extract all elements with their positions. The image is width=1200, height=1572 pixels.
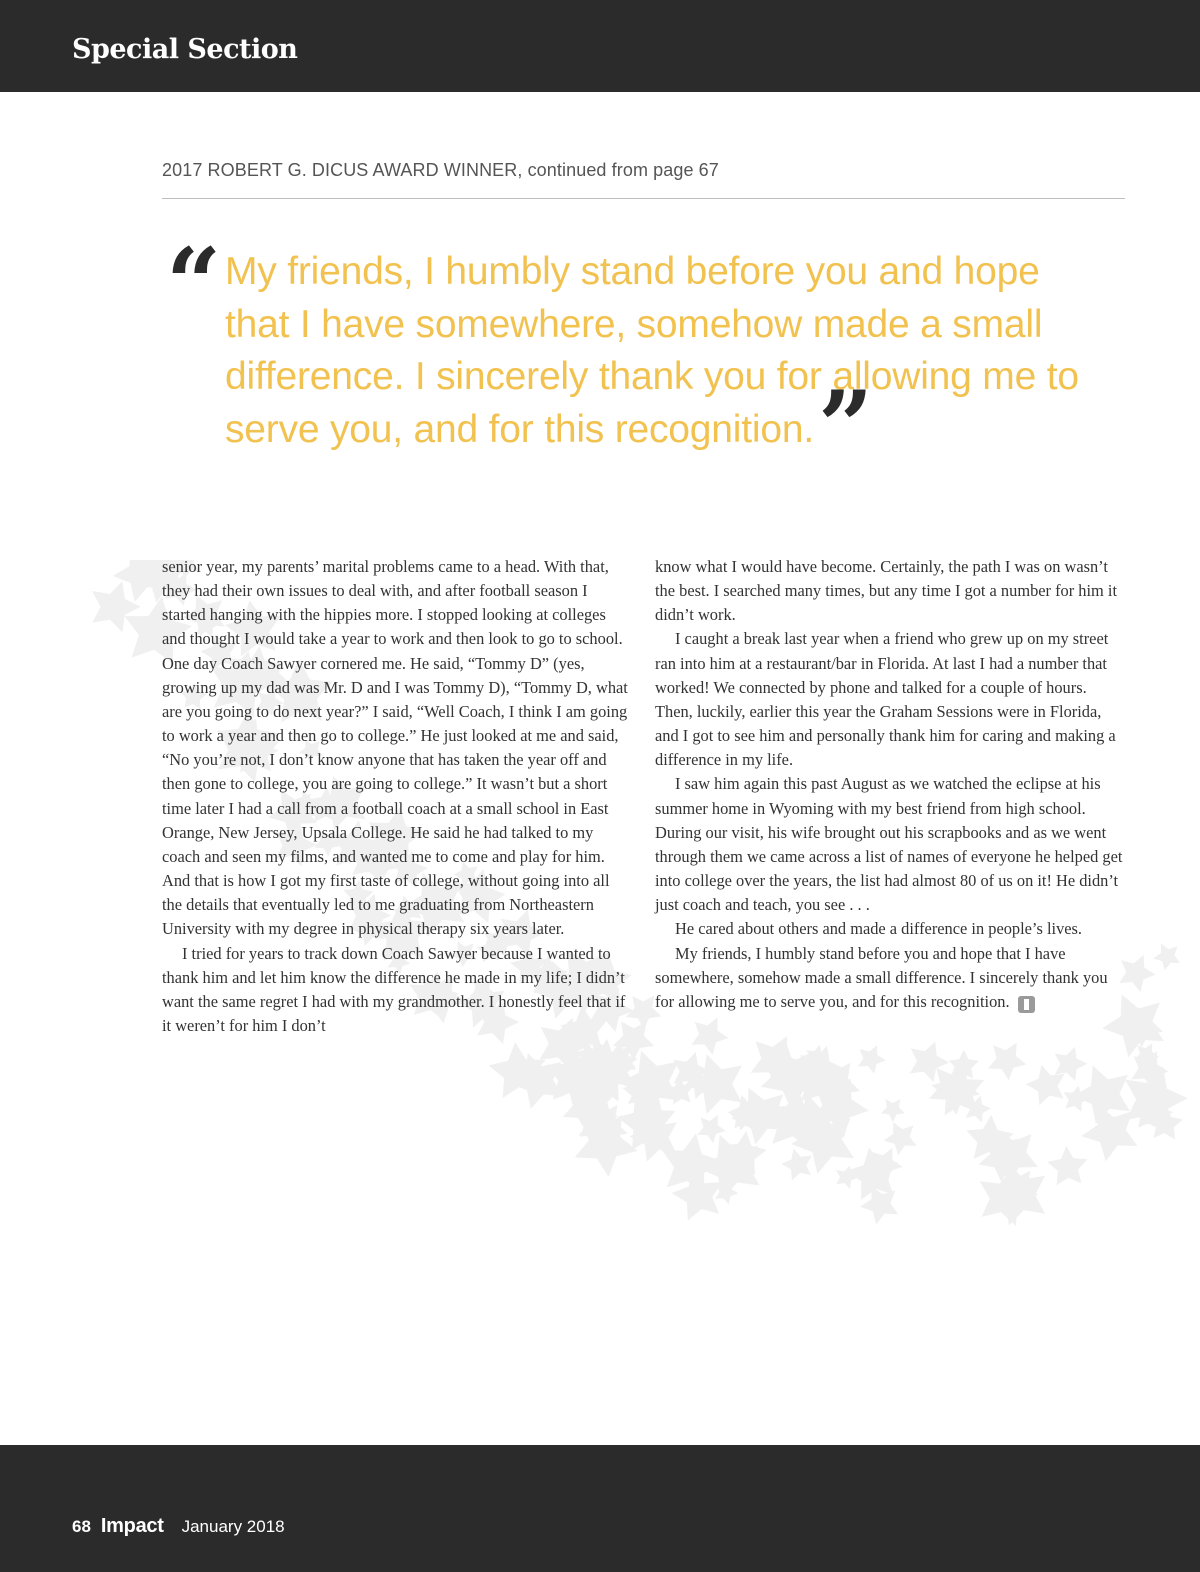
issue-date: January 2018 bbox=[181, 1517, 285, 1536]
background-star-icon bbox=[982, 1033, 1034, 1084]
background-star-icon bbox=[1044, 1140, 1095, 1192]
background-star-icon bbox=[685, 1009, 734, 1058]
divider-rule bbox=[162, 198, 1125, 199]
section-label: Special Section bbox=[72, 34, 298, 65]
body-column-right bbox=[655, 555, 1123, 1014]
page-number: 68 bbox=[72, 1517, 91, 1536]
continued-line: 2017 ROBERT G. DICUS AWARD WINNER, continued from page 67 bbox=[162, 160, 719, 180]
body-paragraph: I caught a break last year when a friend who grew up on my street ran into him at a restaurant/bar in Florida. At last I had a number that worked! We connected by phone and talked for a couple of hours. Then, luckily, earlier this year the Graham Sessions were in Florida, and I got to see him and personally thank him for caring and making a difference in my life. bbox=[655, 629, 1116, 770]
magazine-name: Impact bbox=[100, 1515, 164, 1537]
background-star-icon bbox=[853, 1039, 890, 1075]
background-star-icon bbox=[877, 1092, 910, 1125]
body-paragraph: senior year, my parents’ marital problems came to a head. With that, they had their own issues to deal with, and after football season I started hanging with the hippies more. I stopped looking at colleges and thought I would take a year to work and then look to go to school. One day Coach Sawyer cornered me. He said, “Tommy D” (yes, growing up my dad was Mr. D and I was Tommy D), “Tommy D, what are you going to do next year?” I said, “Well Coach, I think I am going to work a year and then go to college.” He just looked at me and said, “No you’re not, I don’t know anyone that has taken the year off and then gone to college, you are going to college.” It wasn’t but a short time later I had a call from a football coach at a small school in East Orange, New Jersey, Upsala College. He said he had talked to my coach and seen my films, and wanted me to come and play for him. And that is how I got my first taste of college, without going into all the details that eventually led to me graduating from Northeastern University with my degree in physical therapy six years later. bbox=[162, 557, 628, 939]
body-paragraph: He cared about others and made a difference in people’s lives. bbox=[675, 919, 1083, 939]
background-star-icon bbox=[1150, 937, 1188, 975]
body-paragraph: I tried for years to track down Coach Sawyer because I wanted to thank him and let him know the difference he made in my life; I didn’t want the same regret I had with my grandmother. I honestly feel that if it weren’t for him I don’t bbox=[162, 943, 626, 1035]
open-quote-mark: “ bbox=[166, 227, 214, 340]
pull-quote-text: My friends, I humbly stand before you and hope that I have somewhere, somehow made a small difference. I sincerely thank you for allowing me to serve you, and for this recognition. bbox=[225, 250, 1079, 451]
body-column-left bbox=[162, 555, 630, 1038]
body-paragraph-final bbox=[655, 942, 1123, 1014]
final-paragraph-text: My friends, I humbly stand before you and hope that I have somewhere, somehow made a small difference. I sincerely thank you for allowing me to serve you, and for this recognition. bbox=[655, 943, 1108, 1011]
header-bar bbox=[0, 0, 1200, 92]
body-paragraph: know what I would have become. Certainly, the path I was on wasn’t the best. I searched many times, but any time I got a number for him it didn’t work. bbox=[655, 557, 1118, 625]
body-paragraph: I saw him again this past August as we watched the eclipse at his summer home in Wyoming with my best friend from high school. During our visit, his wife brought out his scrapbooks and as we went through them we came across a list of names of everyone he helped get into college over the years, the list had almost 80 of us on it! He didn’t just coach and teach, you see . . . bbox=[655, 774, 1123, 915]
footer-folio bbox=[72, 1515, 285, 1538]
impact-end-mark-icon bbox=[1018, 996, 1035, 1013]
pull-quote: My friends, I humbly stand before you and hope that I have somewhere, somehow made a small difference. I sincerely thank you for allowing me to serve you, and for this recognition.” bbox=[225, 250, 1079, 483]
footer-bar bbox=[0, 1445, 1200, 1572]
